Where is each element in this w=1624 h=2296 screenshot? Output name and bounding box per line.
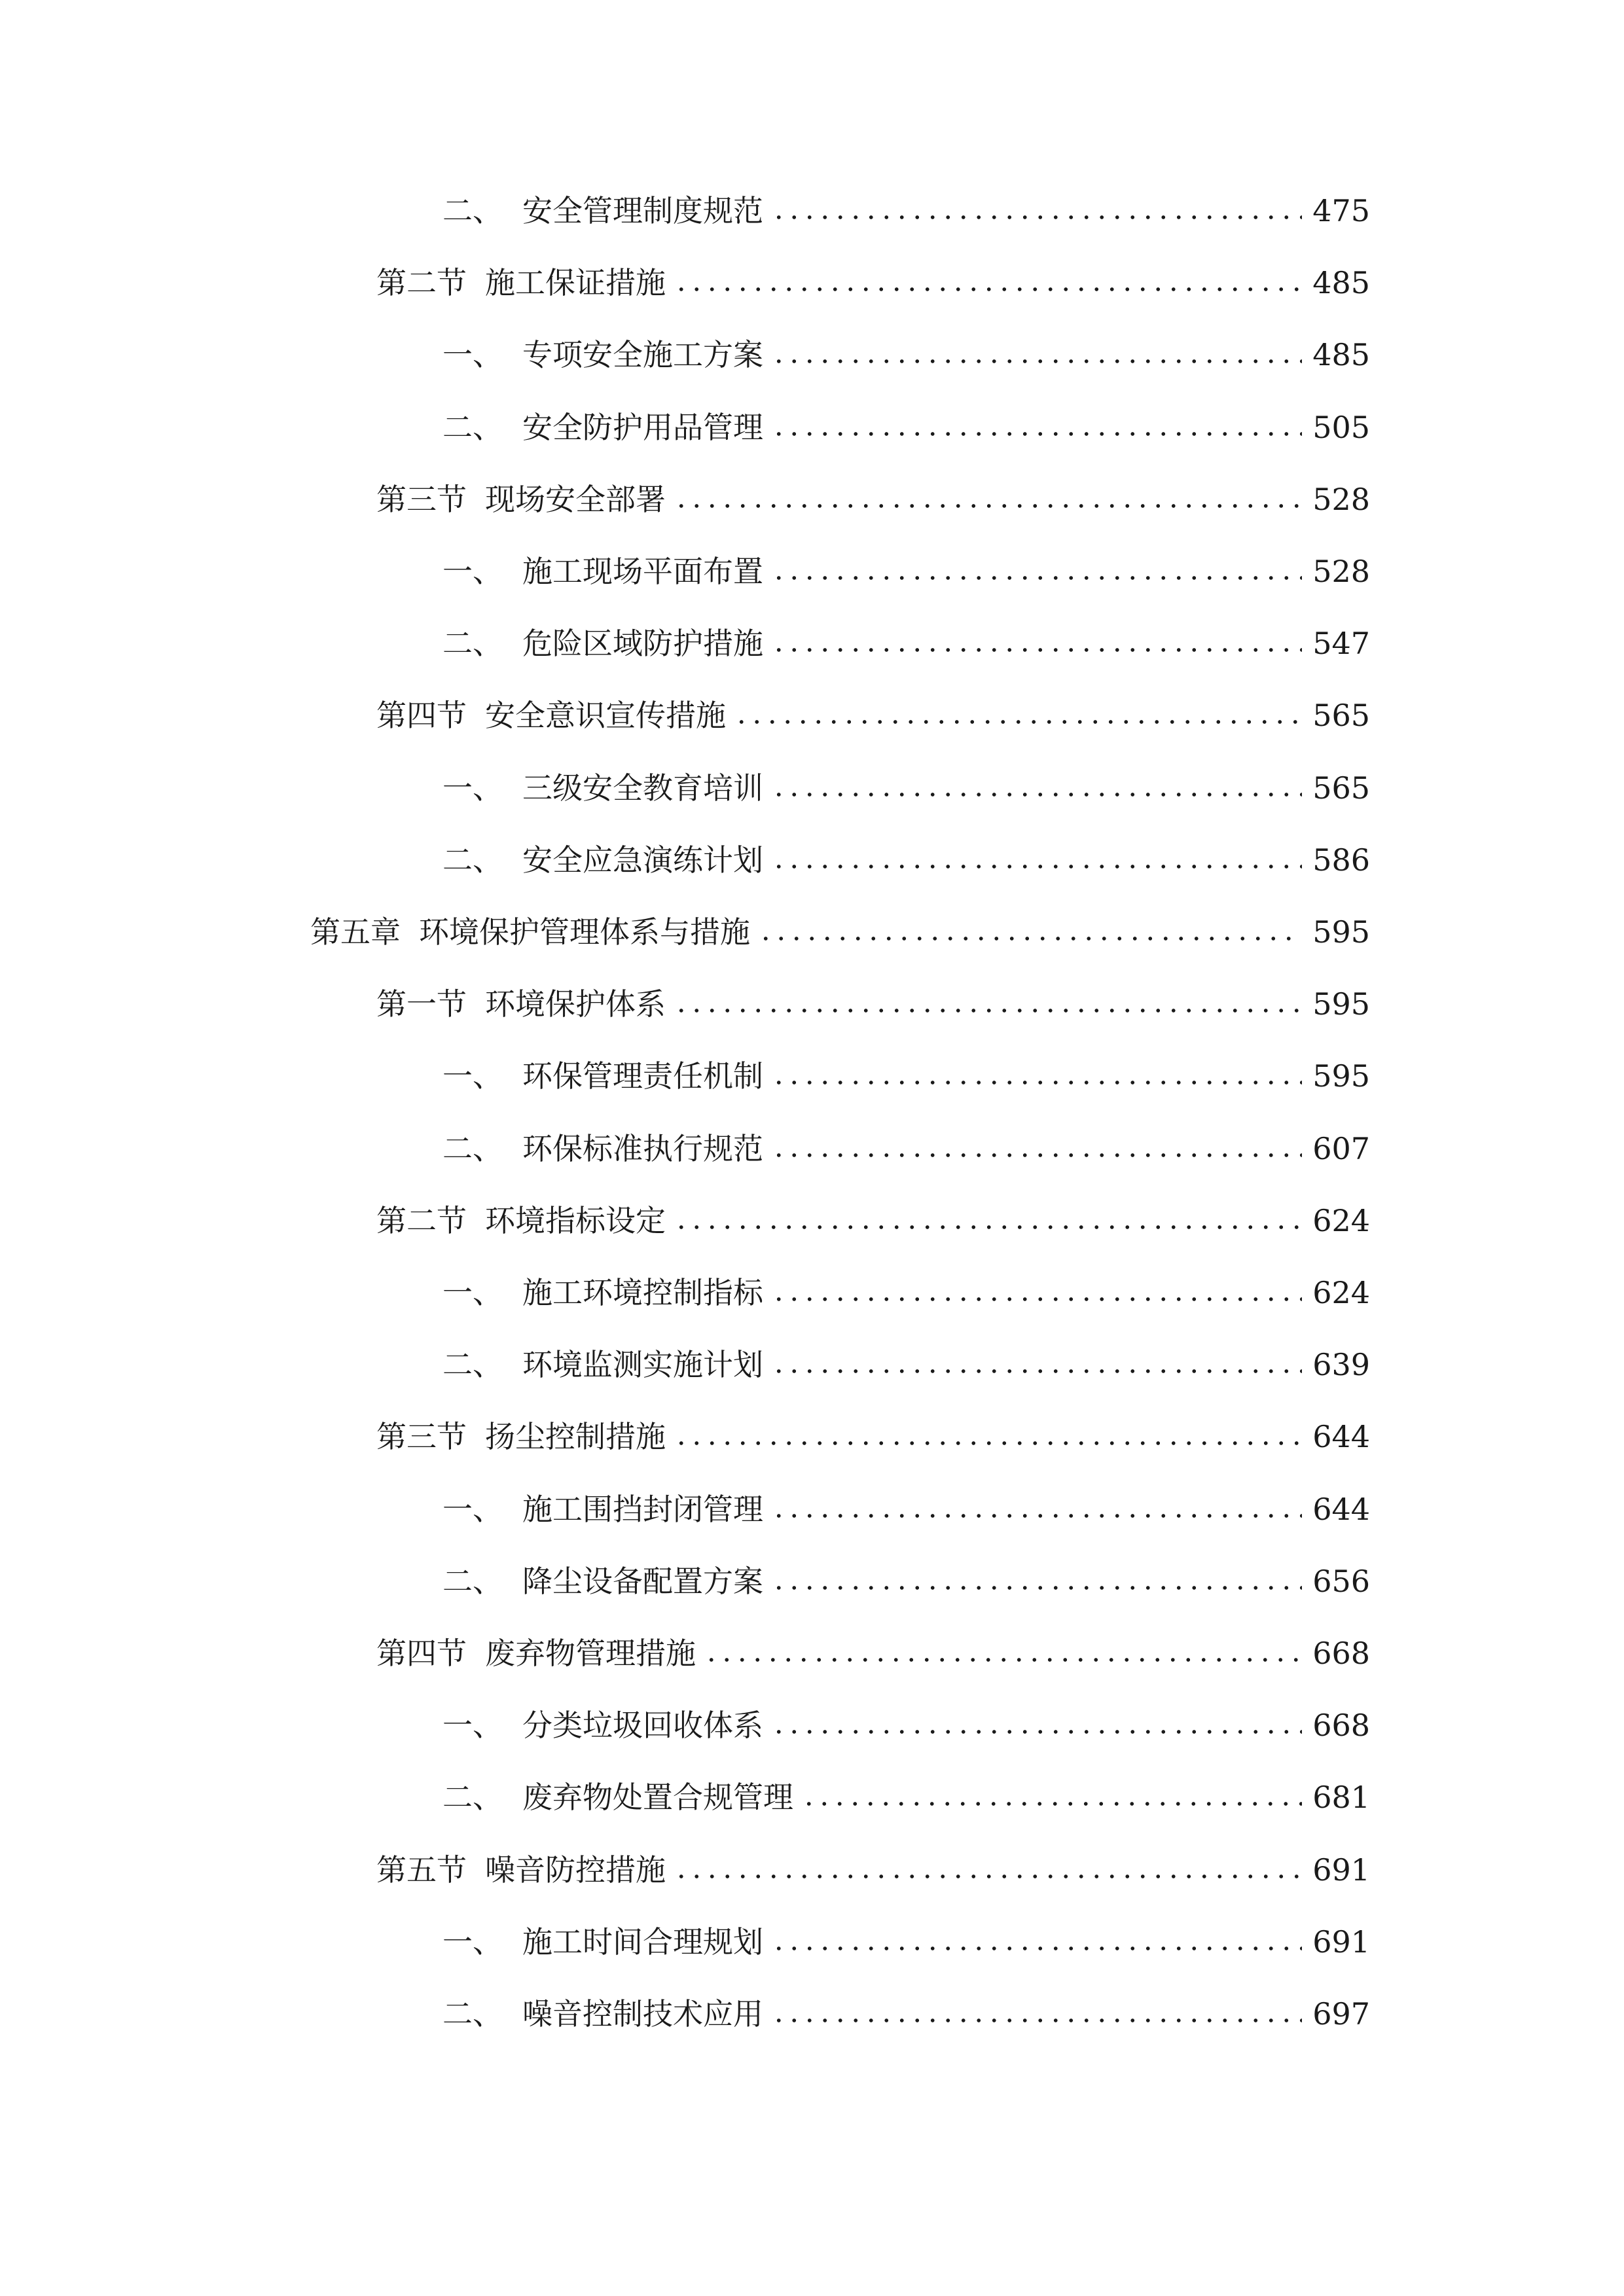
toc-entry-number: 一、 [442,1491,503,1527]
toc-entry-number: 第三节 [376,1419,467,1455]
toc-entry-title: 三级安全教育培训 [522,770,763,806]
toc-page-number: 644 [1312,1419,1370,1455]
toc-dot-leader [771,1295,1302,1303]
toc-entry-title: 施工环境控制指标 [522,1275,763,1310]
toc-entry-item[interactable] [442,1688,1370,1744]
toc-dot-leader [771,1512,1302,1520]
toc-entry-title: 扬尘控制措施 [485,1419,666,1455]
toc-dot-leader [801,1800,1302,1808]
toc-dot-leader [771,213,1302,221]
toc-page-number: 644 [1312,1491,1370,1527]
toc-entry-title: 安全意识宣传措施 [485,698,726,734]
toc-entry-title: 环保标准执行规范 [522,1130,763,1166]
toc-entry-item[interactable] [442,1977,1370,2032]
toc-entry-item[interactable] [442,751,1370,806]
toc-entry-number: 二、 [442,626,503,662]
toc-entry-item[interactable] [442,317,1370,373]
toc-entry-title: 现场安全部署 [485,481,666,517]
toc-entry-section[interactable] [376,1833,1370,1888]
toc-entry-section[interactable] [376,245,1370,301]
toc-page-number: 624 [1312,1275,1370,1310]
toc-page-number: 475 [1312,193,1370,228]
toc-entry-number: 第五节 [376,1852,467,1888]
toc-dot-leader [771,1728,1302,1736]
toc-page-number: 586 [1312,842,1370,878]
toc-entry-number: 第五章 [310,914,401,950]
toc-entry-number: 一、 [442,1275,503,1310]
toc-page-number: 547 [1312,626,1370,662]
toc-dot-leader [771,574,1302,582]
toc-entry-item[interactable] [442,1255,1370,1308]
toc-entry-number: 二、 [442,1130,503,1166]
toc-page-number: 656 [1312,1563,1370,1599]
toc-entry-number: 第二节 [376,265,467,301]
toc-page-number: 565 [1312,698,1370,734]
toc-entry-title: 安全应急演练计划 [522,842,763,878]
toc-entry-number: 一、 [442,1058,503,1094]
toc-page-number: 565 [1312,770,1370,806]
toc-entry-number: 一、 [442,1924,503,1960]
toc-entry-number: 第四节 [376,698,467,734]
toc-entry-title: 分类垃圾回收体系 [522,1708,763,1744]
toc-entry-item[interactable] [442,1544,1370,1599]
toc-dot-leader [704,1656,1302,1664]
toc-entry-title: 专项安全施工方案 [522,337,763,373]
toc-entry-item[interactable] [442,1327,1370,1383]
toc-page-number: 607 [1312,1130,1370,1166]
toc-page-number: 505 [1312,409,1370,445]
toc-entry-title: 噪音防控措施 [485,1852,666,1888]
toc-entry-title: 废弃物管理措施 [485,1636,696,1671]
toc-entry-chapter[interactable] [310,895,1370,950]
toc-entry-item[interactable] [442,1760,1370,1816]
toc-dot-leader [674,1439,1302,1447]
toc-dot-leader [771,357,1302,365]
toc-entry-title: 环境保护管理体系与措施 [419,914,750,950]
toc-entry-number: 一、 [442,337,503,373]
toc-dot-leader [758,935,1302,942]
toc-entry-number: 一、 [442,770,503,806]
toc-entry-item[interactable] [442,606,1370,662]
toc-entry-section[interactable] [376,678,1370,734]
toc-dot-leader [674,285,1302,293]
toc-dot-leader [771,646,1302,654]
toc-entry-title: 安全管理制度规范 [522,193,763,228]
toc-entry-item[interactable] [442,390,1370,445]
toc-dot-leader [771,1945,1302,1952]
toc-dot-leader [674,1873,1302,1880]
toc-entry-title: 降尘设备配置方案 [522,1563,763,1599]
toc-dot-leader [674,502,1302,510]
toc-entry-item[interactable] [442,1039,1370,1094]
toc-page-number: 697 [1312,1996,1370,2032]
toc-entry-number: 二、 [442,1780,503,1816]
toc-dot-leader [771,791,1302,798]
toc-entry-number: 二、 [442,1996,503,2032]
toc-page-number: 528 [1312,554,1370,589]
toc-entry-section[interactable] [376,1399,1370,1455]
toc-entry-number: 一、 [442,554,503,589]
toc-entry-title: 施工保证措施 [485,265,666,301]
toc-dot-leader [734,718,1302,726]
toc-entry-number: 二、 [442,842,503,878]
toc-page-number: 485 [1312,265,1370,301]
toc-dot-leader [771,1079,1302,1086]
toc-entry-title: 环境指标设定 [485,1202,666,1238]
toc-entry-section[interactable] [376,462,1370,517]
toc-page-number: 595 [1312,1058,1370,1094]
toc-entry-title: 施工时间合理规划 [522,1924,763,1960]
toc-entry-item[interactable] [442,1111,1370,1164]
toc-entry-number: 二、 [442,1563,503,1599]
toc-page-number: 691 [1312,1852,1370,1888]
toc-page-number: 668 [1312,1708,1370,1744]
toc-page-number: 528 [1312,481,1370,517]
toc-entry-section[interactable] [376,967,1370,1022]
toc-entry-title: 废弃物处置合规管理 [522,1780,793,1816]
toc-dot-leader [771,1367,1302,1375]
toc-entry-number: 二、 [442,193,503,228]
toc-entry-number: 第一节 [376,986,467,1022]
toc-entry-title: 环境保护体系 [485,986,666,1022]
toc-dot-leader [771,1151,1302,1159]
toc-dot-leader [771,430,1302,438]
toc-page-number: 595 [1312,914,1370,950]
toc-entry-item[interactable] [442,534,1370,589]
toc-entry-title: 施工现场平面布置 [522,554,763,589]
toc-page-number: 485 [1312,337,1370,373]
toc-entry-item[interactable] [442,173,1370,226]
toc-entry-item[interactable] [442,1905,1370,1960]
toc-entry-title: 安全防护用品管理 [522,409,763,445]
toc-dot-leader [674,1007,1302,1014]
toc-entry-title: 噪音控制技术应用 [522,1996,763,2032]
toc-entry-number: 二、 [442,1347,503,1383]
toc-page-number: 691 [1312,1924,1370,1960]
toc-page-number: 639 [1312,1347,1370,1383]
toc-page-number: 595 [1312,986,1370,1022]
toc-entry-title: 环保管理责任机制 [522,1058,763,1094]
toc-entry-number: 二、 [442,409,503,445]
toc-page-number: 624 [1312,1202,1370,1238]
toc-entry-number: 一、 [442,1708,503,1744]
toc-entry-title: 危险区域防护措施 [522,626,763,662]
toc-entry-number: 第二节 [376,1202,467,1238]
toc-entry-item[interactable] [442,823,1370,878]
toc-dot-leader [771,1584,1302,1592]
toc-entry-item[interactable] [442,1472,1370,1527]
toc-dot-leader [674,1223,1302,1231]
toc-entry-title: 环境监测实施计划 [522,1347,763,1383]
toc-dot-leader [771,863,1302,870]
toc-entry-number: 第三节 [376,481,467,517]
toc-entry-number: 第四节 [376,1636,467,1671]
toc-page-number: 681 [1312,1780,1370,1816]
toc-entry-section[interactable] [376,1616,1370,1671]
toc-dot-leader [771,2017,1302,2024]
toc-page-number: 668 [1312,1636,1370,1671]
toc-entry-section[interactable] [376,1183,1370,1236]
toc-entry-title: 施工围挡封闭管理 [522,1491,763,1527]
